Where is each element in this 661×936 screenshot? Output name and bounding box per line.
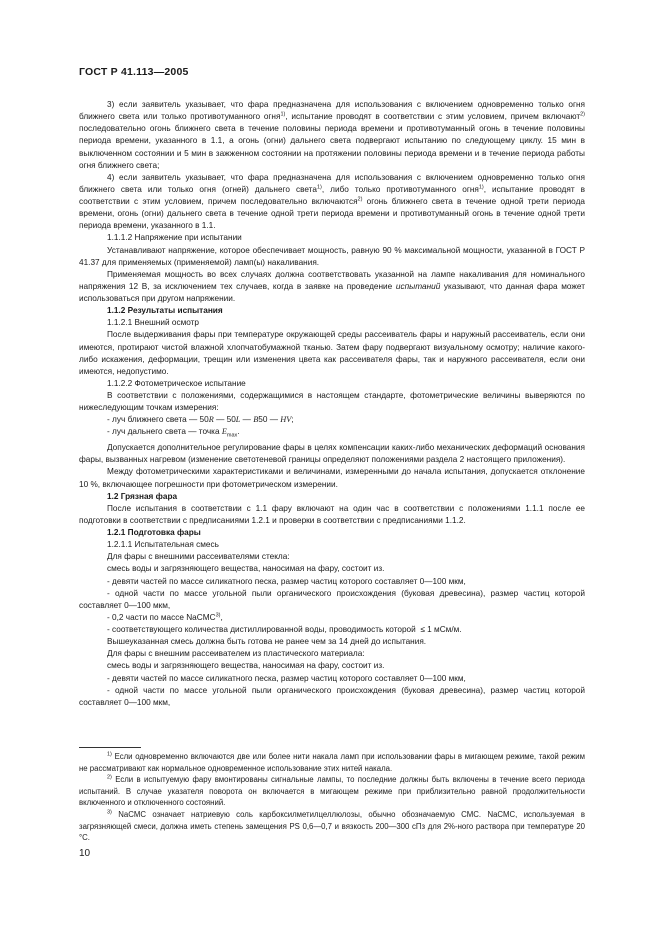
paragraph: 4) если заявитель указывает, что фара предназначена для использования с включением одновременно только огня ближнего света или только огня (огней) дальнего света$^{1)}$, либо только противотуманного огня$^{1)}$, испытание проводят в соответствии с этим условием, причем последовательно включаются$^{2)}$ огонь ближнего света в течение одной трети периода времени, огонь (огни) дальнего света в течение одной трети периода времени и противотуманный огонь в течение одной трети периода времени, указанного в 1.1. bbox=[79, 172, 585, 231]
footnote-divider bbox=[79, 747, 141, 748]
paragraph: Устанавливают напряжение, которое обеспечивает мощность, равную 90 % максимальной мощности, указанной в ГОСТ Р 41.37 для применяемых (применяемой) ламп(ы) накаливания. bbox=[79, 245, 585, 267]
paragraph: Для фары с внешним рассеивателем из пластического материала: bbox=[107, 649, 365, 659]
paragraph: 1.1.1.2 Напряжение при испытании bbox=[107, 233, 242, 243]
paragraph: - соответствующего количества дистиллированной воды, проводимость которой ≤ 1 мСм/м. bbox=[107, 625, 462, 635]
paragraph: 1.2 Грязная фара bbox=[107, 491, 178, 501]
paragraph: Для фары с внешними рассеивателями стекла: bbox=[107, 552, 290, 562]
paragraph: смесь воды и загрязняющего вещества, наносимая на фару, состоит из. bbox=[107, 661, 385, 671]
paragraph: 1.1.2.1 Внешний осмотр bbox=[107, 318, 200, 328]
paragraph: смесь воды и загрязняющего вещества, наносимая на фару, состоит из. bbox=[107, 564, 385, 574]
document-header: ГОСТ Р 41.113—2005 bbox=[79, 66, 189, 78]
paragraph: - луч дальнего света — точка $E_{max}$. bbox=[107, 427, 240, 440]
footnote: $^{2)}$ Если в испытуемую фару вмонтированы сигнальные лампы, то последние должны быть включены в течение всего периода испытаний. В случае указателя поворота он включается в мигающем режиме при приблизительно равной продолжительности включенного и отключенного состояний. bbox=[79, 774, 585, 808]
paragraph: После выдерживания фары при температуре окружающей среды рассеиватель фары и наружный рассеиватель, если они имеются, протирают чистой влажной хлопчатобумажной тканью. Затем фару подвергают визуальному осмотру; наличие какого-либо искажения, деформации, трещин или изменения цвета как рассеивателя фары, так и наружного рассеивателя, если они имеются, недопустимо. bbox=[79, 330, 585, 376]
paragraph: В соответствии с положениями, содержащимися в настоящем стандарте, фотометрические величины выверяются по нижеследующим точкам измерения: bbox=[79, 391, 585, 413]
page-number: 10 bbox=[79, 848, 91, 859]
paragraph: После испытания в соответствии с 1.1 фару включают на один час в соответствии с положениями 1.1.1 после ее подготовки в соответствии с предписаниями 1.2.1 и проверки в соответствии с предписаниями 1.1.2. bbox=[79, 503, 585, 525]
paragraph: 3) если заявитель указывает, что фара предназначена для использования с включением одновременно только огня ближнего света или только противотуманного огня$^{1)}$, испытание проводят в соответствии с этим условием, причем включают$^{2)}$ последовательно огонь ближнего света в течение половины периода времени и противотуманный огонь в течение половины периода времени, указанного в 1.1, а огонь (огни) дальнего света подвергают испытанию по следующему циклу. 15 мин в выключенном состоянии и 5 мин в зажженном состоянии на протяжении половины периода времени и в течение периода работы огня ближнего света; bbox=[79, 100, 586, 170]
paragraph: - девяти частей по массе силикатного песка, размер частиц которого составляет 0—100 мкм, bbox=[107, 576, 466, 586]
paragraph: Вышеуказанная смесь должна быть готова не ранее чем за 14 дней до испытания. bbox=[107, 637, 427, 647]
body-text bbox=[79, 99, 585, 709]
footnote: $^{1)}$ Если одновременно включаются две или более нити накала ламп при использовании фары в мигающем режиме, такой режим не рассматривают как нормальное одновременное использование этих нитей накала. bbox=[79, 751, 585, 773]
paragraph: Применяемая мощность во всех случаях должна соответствовать указанной на лампе накаливания для номинального напряжения 12 В, за исключением тех случаев, когда в заявке на проведение испытаний указывают, что данная фара может использоваться при другом напряжении. bbox=[79, 269, 585, 303]
paragraph: - одной части по массе угольной пыли органического происхождения (буковая древесина), размер частиц которой составляет 0—100 мкм, bbox=[79, 685, 585, 707]
paragraph: 1.1.2 Результаты испытания bbox=[107, 306, 223, 316]
paragraph: - одной части по массе угольной пыли органического происхождения (буковая древесина), размер частиц которой составляет 0—100 мкм, bbox=[79, 588, 585, 610]
footnotes bbox=[79, 751, 585, 844]
paragraph: Допускается дополнительное регулирование фары в целях компенсации каких-либо механических деформаций основания фары, вызванных нагревом (изменение светотеневой границы определяют положениями раздела 2 настоящего приложения). bbox=[79, 443, 585, 465]
paragraph: Между фотометрическими характеристиками и величинами, измеренными до начала испытания, допускается отклонение 10 %, включающее погрешности при фотометрическом измерении. bbox=[79, 467, 585, 489]
paragraph: 1.2.1.1 Испытательная смесь bbox=[107, 540, 219, 550]
paragraph: - 0,2 части по массе NaCMC$^{3)}$, bbox=[107, 612, 223, 622]
paragraph: 1.1.2.2 Фотометрическое испытание bbox=[107, 378, 246, 388]
paragraph: - луч ближнего света — 50R — 50L — B50 — HV; bbox=[107, 415, 294, 425]
footnote: $^{3)}$ NaCMC означает натриевую соль карбоксилметилцеллюлозы, обычно обозначаемую CMC. NaCMC, используемая в загрязняющей смеси, должна иметь степень замещения PS 0,6—0,7 и вязкость 200—300 сПз для 2%-ного раствора при температуре 20 °C. bbox=[79, 809, 585, 843]
paragraph: - девяти частей по массе силикатного песка, размер частиц которого составляет 0—100 мкм, bbox=[107, 673, 466, 683]
paragraph: 1.2.1 Подготовка фары bbox=[107, 528, 201, 538]
